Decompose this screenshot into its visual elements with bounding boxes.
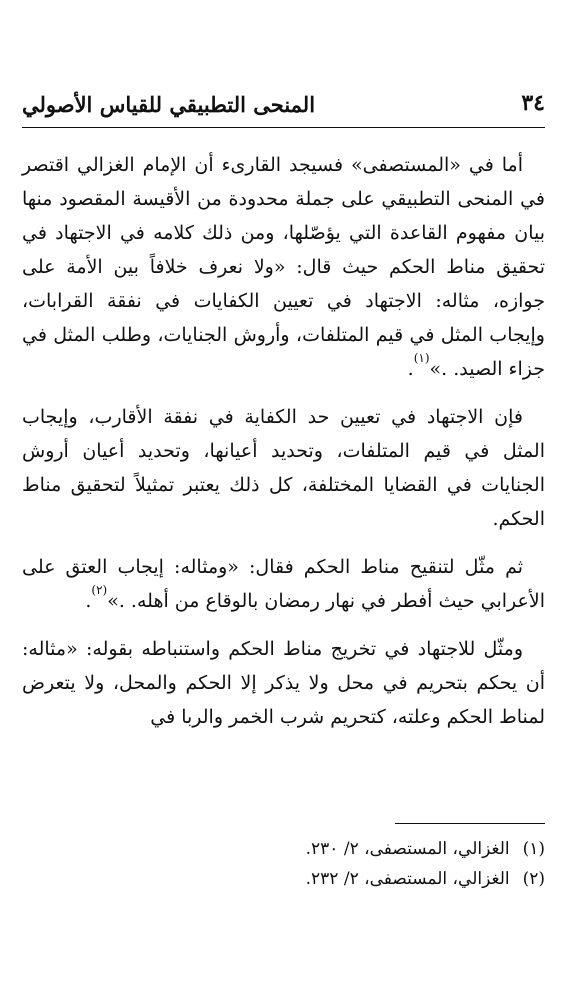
body-text [22,148,545,748]
footnote [22,834,545,864]
paragraph-text: ومثّل للاجتهاد في تخريج مناط الحكم واستنباطه بقوله: «مثاله: أن يحكم بتحريم في محل ولا يذكر إلا الحكم والمحل، ولا يتعرض لمناط الحكم وعلته، كتحريم شرب الخمر والربا في [22,638,545,728]
paragraph-text: فإن الاجتهاد في تعيين حد الكفاية في نفقة الأقارب، وإيجاب المثل في قيم المتلفات، وتحديد أعيانها، وتحديد أعيان أروش الجنايات في القضايا المختلفة، كل ذلك يعتبر تمثيلاً لتحقيق مناط الحكم. [22,406,545,530]
paragraph [22,400,545,536]
footnote-reference: (١) [413,351,430,365]
paragraph-text: ثم مثّل لتنقيح مناط الحكم فقال: «ومثاله: إيجاب العتق على الأعرابي حيث أفطر في نهار رمضان بالوقاع من أهله. .» [22,556,545,612]
header-rule [22,127,545,128]
footnote-number: (١) [522,839,545,859]
running-title: المنحى التطبيقي للقياس الأصولي [22,92,316,117]
paragraph-text: أما في «المستصفى» فسيجد القارىء أن الإمام الغزالي اقتصر في المنحى التطبيقي على جملة محدودة من الأقيسة المقصود منها بيان مفهوم القاعدة التي يؤصّلها، ومن ذلك كلامه في الاجتهاد في تحقيق مناط الحكم حيث قال: «ولا نعرف خلافاً بين الأمة على جوازه، مثاله: الاجتهاد في تعيين الكفايات في نفقة القرابات، وإيجاب المثل في قيم المتلفات، وأروش الجنايات، وطلب المثل في جزاء الصيد. .» [22,154,545,380]
page-number: ٣٤ [521,90,545,116]
footnote-text: الغزالي، المستصفى، ٢/ ٢٣٠. [305,839,510,859]
page-header [22,90,545,126]
footnote [22,864,545,894]
footnote-rule [395,823,545,824]
paragraph [22,148,545,386]
paragraph [22,550,545,618]
paragraph-end: . [407,358,414,380]
footnote-text: الغزالي، المستصفى، ٢/ ٢٣٢. [305,869,510,889]
footnotes [22,834,545,894]
paragraph [22,632,545,734]
footnote-number: (٢) [522,869,545,889]
footnote-reference: (٢) [91,583,108,597]
paragraph-end: . [85,590,92,612]
